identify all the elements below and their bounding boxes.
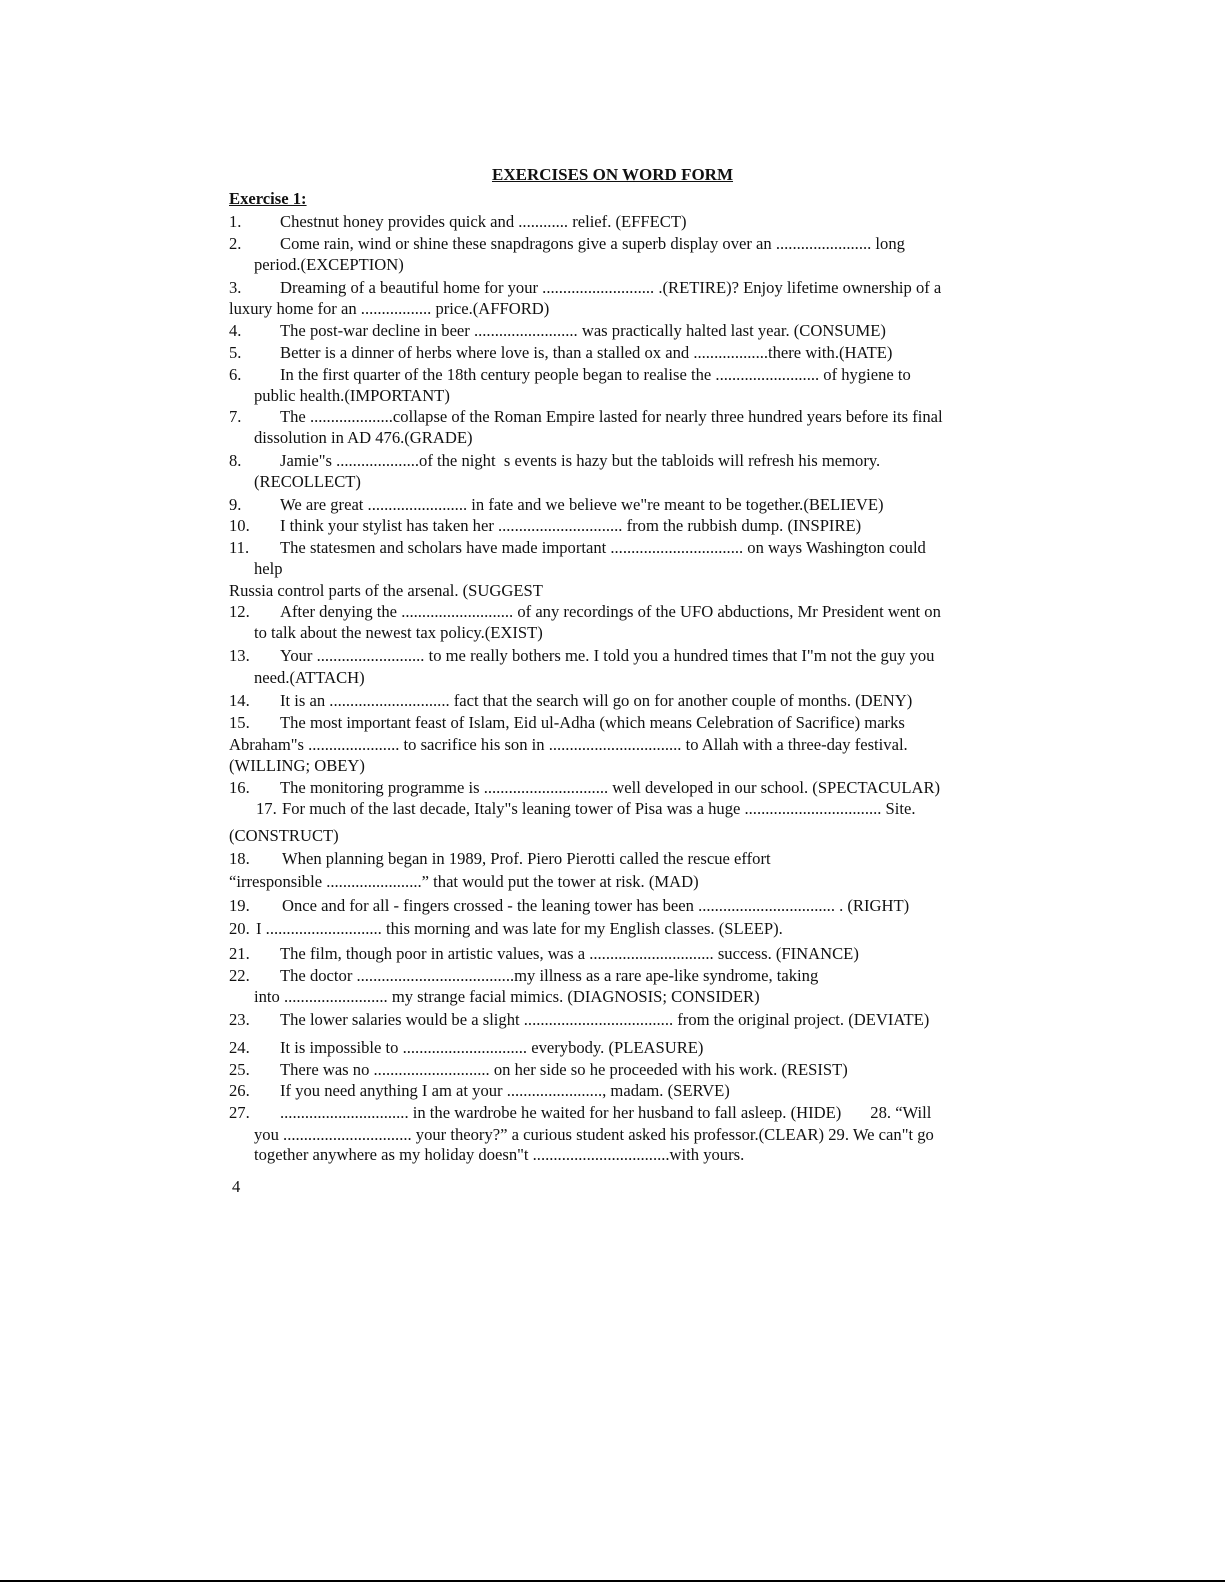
page-title: EXERCISES ON WORD FORM (491, 165, 734, 184)
item-text: I ............................ this morning and was late for my English classes. (SLEEP). (256, 919, 783, 938)
item-number: 26. (229, 1081, 250, 1100)
item-text: The ....................collapse of the Roman Empire lasted for nearly three hundred years before its final (280, 407, 943, 426)
item-text: Once and for all - fingers crossed - the leaning tower has been ................................. . (RIGHT) (282, 896, 910, 915)
item-text: Better is a dinner of herbs where love is, than a stalled ox and ..................there with.(HATE) (280, 343, 893, 362)
item-text: If you need anything I am at your ......................., madam. (SERVE) (280, 1081, 730, 1100)
item-number: 5. (229, 343, 242, 362)
item-number: 13. (229, 646, 250, 665)
item-text: Dreaming of a beautiful home for your ........................... .(RETIRE)? Enjoy lifetime ownership of a (280, 278, 942, 297)
item-number: 2. (229, 234, 242, 253)
item-number: 12. (229, 602, 250, 621)
item-text: public health.(IMPORTANT) (254, 386, 450, 405)
item-text: There was no ............................ on her side so he proceeded with his work. (RESIST) (280, 1060, 848, 1079)
item-text: Your .......................... to me really bothers me. I told you a hundred times that I"m not the guy you (280, 646, 935, 665)
item-text: Jamie"s ....................of the night s events is hazy but the tabloids will refresh his memory. (280, 451, 881, 470)
item-text: you ............................... your theory?” a curious student asked his professor.(CLEAR) 29. We can"t go (254, 1125, 934, 1144)
item-text: The doctor ......................................my illness as a rare ape-like syndrome, taking (280, 966, 819, 985)
item-text: The most important feast of Islam, Eid ul-Adha (which means Celebration of Sacrifice) marks (280, 713, 905, 732)
item-text: Chestnut honey provides quick and ............ relief. (EFFECT) (280, 212, 687, 231)
item-number: 18. (229, 849, 250, 868)
item-text: For much of the last decade, Italy"s leaning tower of Pisa was a huge ................................. Site. (282, 799, 916, 818)
item-text: to talk about the newest tax policy.(EXIST) (254, 623, 543, 642)
item-number: 16. (229, 778, 250, 797)
item-text: period.(EXCEPTION) (254, 255, 404, 274)
item-text: It is impossible to .............................. everybody. (PLEASURE) (280, 1038, 704, 1057)
item-text: luxury home for an ................. price.(AFFORD) (229, 299, 550, 318)
item-number: 3. (229, 278, 242, 297)
item-text: (RECOLLECT) (254, 472, 361, 491)
item-number: 8. (229, 451, 242, 470)
item-number: 22. (229, 966, 250, 985)
item-text: The lower salaries would be a slight .................................... from the original project. (DEVIATE) (280, 1010, 930, 1029)
item-number: 4. (229, 321, 242, 340)
item-number: 27. (229, 1103, 250, 1122)
item-number: 24. (229, 1038, 250, 1057)
item-number: 6. (229, 365, 242, 384)
item-text: The film, though poor in artistic values, was a .............................. success. (FINANCE) (280, 944, 859, 963)
item-text: ............................... in the wardrobe he waited for her husband to fall asleep. (HIDE) 28. “Will (280, 1103, 932, 1122)
item-text: need.(ATTACH) (254, 668, 365, 687)
item-text: The post-war decline in beer ......................... was practically halted last year. (CONSUME) (280, 321, 886, 340)
item-number: 19. (229, 896, 250, 915)
item-number: 10. (229, 516, 250, 535)
item-number: 23. (229, 1010, 250, 1029)
item-text: I think your stylist has taken her .............................. from the rubbish dump. (INSPIRE) (280, 516, 862, 535)
item-text: “irresponsible .......................” that would put the tower at risk. (MAD) (229, 872, 699, 891)
exercise-heading: Exercise 1: (229, 189, 307, 208)
item-number: 15. (229, 713, 250, 732)
item-number: 14. (229, 691, 250, 710)
item-text: help (254, 559, 283, 578)
item-number: 25. (229, 1060, 250, 1079)
item-text: Abraham"s ...................... to sacrifice his son in ................................ to Allah with a three-day festival. (229, 735, 908, 754)
item-number: 1. (229, 212, 242, 231)
item-text: When planning began in 1989, Prof. Piero Pierotti called the rescue effort (282, 849, 771, 868)
item-text: together anywhere as my holiday doesn"t .................................with yours. (254, 1145, 745, 1164)
item-text: In the first quarter of the 18th century people began to realise the ......................... of hygiene to (280, 365, 911, 384)
item-number: 11. (229, 538, 250, 557)
item-text: After denying the ........................... of any recordings of the UFO abductions, Mr President went on (280, 602, 941, 621)
item-text: The monitoring programme is .............................. well developed in our school. (SPECTACULAR) (280, 778, 941, 797)
item-text: (CONSTRUCT) (229, 826, 339, 845)
item-number: 17. (256, 799, 277, 818)
item-number: 20. (229, 919, 250, 938)
item-text: It is an ............................. fact that the search will go on for another couple of months. (DENY) (280, 691, 913, 710)
bottom-rule (0, 1580, 1225, 1582)
item-text: Come rain, wind or shine these snapdragons give a superb display over an ....................... long (280, 234, 905, 253)
item-number: 7. (229, 407, 242, 426)
item-text: We are great ........................ in fate and we believe we"re meant to be together.(BELIEVE) (280, 495, 884, 514)
item-number: 9. (229, 495, 242, 514)
page-number: 4 (232, 1177, 241, 1196)
item-text: into ......................... my strange facial mimics. (DIAGNOSIS; CONSIDER) (254, 987, 760, 1006)
item-text: Russia control parts of the arsenal. (SUGGEST (229, 581, 543, 600)
item-text: dissolution in AD 476.(GRADE) (254, 428, 473, 447)
item-number: 21. (229, 944, 250, 963)
item-text: The statesmen and scholars have made important ................................ on ways Washington could (280, 538, 926, 557)
item-text: (WILLING; OBEY) (229, 756, 365, 775)
